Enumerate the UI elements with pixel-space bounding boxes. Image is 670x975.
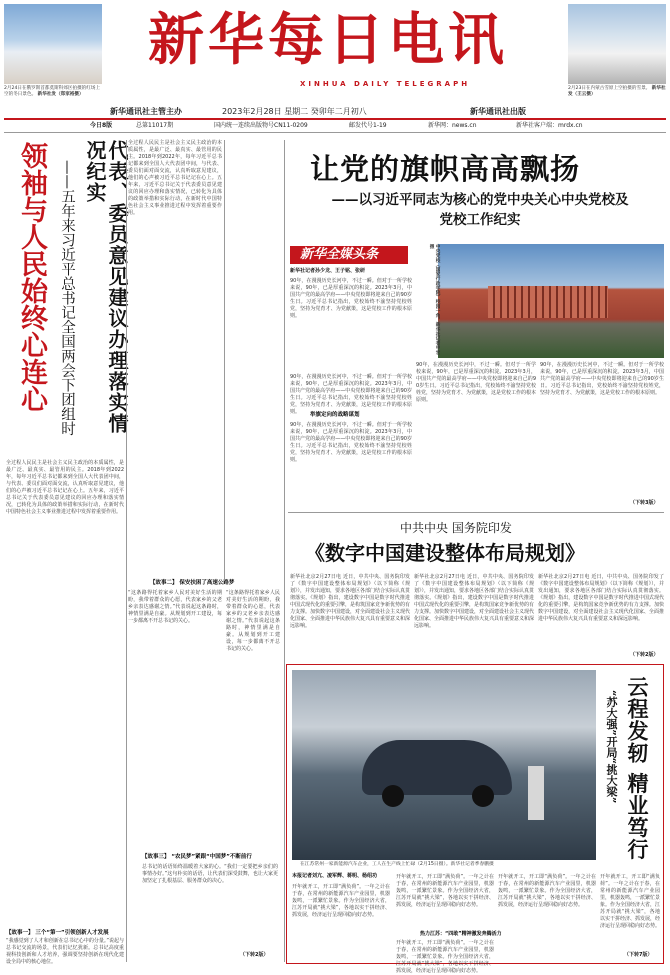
story2-photo-caption: 中央党校（国家行政学院）校园一角。新华社记者申宏摄: [429, 244, 440, 355]
story1-body-c: 总书记的话语始终温暖着大家的心。“我们一定要把乡亲们的事情办好。”这句朴实的话语，让代表们深受鼓舞，也让大家更加坚定了扎根基层、服务群众的决心。: [142, 864, 278, 884]
story1-section-a: 【故事一】 三个“第一”引领创新人才发展: [6, 930, 109, 936]
masthead-sponsor: 新华通讯社主管主办: [110, 107, 182, 116]
story3-body-col2: 新华社北京2月27日电 近日，中共中央、国务院印发了《数字中国建设整体布局规划》（以下简称《规划》），并发出通知，要求各地区各部门结合实际认真贯彻落实。《规划》指出，建设数字中国是数字时代推进中国式现代化的重要引擎，是构筑国家竞争新优势的有力支撑。加快数字中国建设，对全面建设社会主义现代化国家、全面推进中华民族伟大复兴具有重要意义和深远影响。: [414, 574, 535, 629]
story4-section: 热力江苏：“四敢”精神激发奔腾活力: [420, 931, 502, 937]
story1-section-c: 【故事三】 “农民梦”紧跟“中国梦”不断前行: [142, 854, 252, 860]
story4-headline: 云程发轫 精业笃行: [625, 676, 650, 861]
story2-subtitle: ——以习近平同志为核心的党中央关心中央党校及党校工作纪实: [331, 192, 629, 228]
masthead-english: XINHUA DAILY TELEGRAPH: [300, 80, 471, 88]
story2-section: 举旗定向的战略谋划: [310, 412, 360, 418]
story4-more: （下转7版）: [624, 952, 653, 958]
story1-headline: 领袖与人民始终心连心: [16, 142, 47, 412]
story4-photo-caption: 在江苏常州一家新能源汽车企业，工人在生产线上忙碌（2月15日摄）。新华社记者季春鹏摄: [300, 862, 494, 867]
story4-body-col3: 开年就开工，开工即“满负荷”。一年之计在于春，在常州的新能源汽车产业园里，机器轰鸣，一派繁忙景象。作为全国经济大省，江苏开局就“挑大梁”，各地以实干拼经济、抓发展，经济运行呈现回稳向好态势。: [498, 874, 596, 908]
story2-badge: 新华全媒头条: [290, 246, 408, 264]
story3-body-col1: 新华社北京2月27日电 近日，中共中央、国务院印发了《数字中国建设整体布局规划》（以下简称《规划》），并发出通知，要求各地区各部门结合实际认真贯彻落实。《规划》指出，建设数字中国是数字时代推进中国式现代化的重要引擎，是构筑国家竞争新优势的有力支撑。加快数字中国建设，对全面建设社会主义现代化国家、全面推进中华民族伟大复兴具有重要意义和深远影响。: [290, 574, 411, 629]
story4-body-col1: 开年就开工，开工即“满负荷”。一年之计在于春，在常州的新能源汽车产业园里，机器轰鸣，一派繁忙景象。作为全国经济大省，江苏开局就“挑大梁”，各地以实干拼经济、抓发展，经济运行呈现回稳向好态势。: [292, 884, 390, 918]
story3-more: （下转2版）: [630, 652, 659, 658]
story2-body-col1: 90年，在漫漫历史长河中，不过一瞬。但对于一所学校来说，90年，已是厚重深沉的积淀。2023年3月，中国共产党的最高学府——中央党校即将迎来自己的90岁生日。习近平总书记指出，党校始终不渝坚持党校姓党，坚持为党育才、为党献策，这是党校工作的根本原则。: [290, 278, 412, 319]
masthead-right-caption: 2月23日在内蒙古雪原上空拍摄的雪景。 新华社发（王云摄）: [568, 86, 666, 97]
masthead-date: 2023年2月28日 星期二 癸卯年二月初八: [222, 107, 367, 116]
story2-headline: 让党的旗帜高高飘扬: [310, 152, 581, 186]
masthead-logo: [148, 8, 518, 72]
story2-body-col1c: 90年，在漫漫历史长河中，不过一瞬。但对于一所学校来说，90年，已是厚重深沉的积淀。2023年3月，中国共产党的最高学府——中央党校即将迎来自己的90岁生日。习近平总书记指出，党校始终不渝坚持党校姓党，坚持为党育才、为党献策，这是党校工作的根本原则。: [290, 422, 412, 463]
story1-col2-top: 全过程人民民主是社会主义民主政治的本质属性，是最广泛、最真实、最管用的民主。2018年到2022年，每年习近平总书记都来到全国人大代表团中间，与代表、委员们面对面交流，认真听取意见建议，他们的心声被习近平总书记记在心上。五年来，习近平总书记关于代表委员意见建议的回应办理和落实情况，已转化为具体的政策举措和实际行动，在新时代中国特色社会主义事业推进过程中发挥着重要作用。: [128, 140, 222, 216]
story1-col3: “这条路得托着家乡人民对美好生活的期盼，我带着群众的心愿，代表家乡的父老乡亲表达感谢之情。”代表说起这条路时，神情里满是自豪。从规划到开工建设，每一步都离不开总书记的关心。: [226, 590, 280, 652]
masthead-left-photo: [4, 4, 102, 84]
masthead-right-photo: [568, 4, 666, 84]
story2-more: （下转3版）: [630, 500, 659, 506]
story3-kicker: 中共中央 国务院印发: [400, 521, 512, 535]
story2-body-col3: 90年，在漫漫历史长河中，不过一瞬。但对于一所学校来说，90年，已是厚重深沉的积淀。2023年3月，中国共产党的最高学府——中央党校即将迎来自己的90岁生日。习近平总书记指出，党校始终不渝坚持党校姓党，坚持为党育才、为党献策，这是党校工作的根本原则。: [540, 362, 664, 396]
story1-body: 全过程人民民主是社会主义民主政治的本质属性，是最广泛、最真实、最管用的民主。2018年到2022年，每年习近平总书记都来到全国人大代表团中间，与代表、委员们面对面交流，认真听取意见建议，他们的心声被习近平总书记记在心上。五年来，习近平总书记关于代表委员意见建议的回应办理和落实情况，已转化为具体的政策举措和实际行动，在新时代中国特色社会主义事业推进过程中发挥着重要作用。: [6, 460, 124, 515]
info-web: 新华网：news.cn: [428, 122, 477, 129]
story3-body-col3: 新华社北京2月27日电 近日，中共中央、国务院印发了《数字中国建设整体布局规划》（以下简称《规划》），并发出通知，要求各地区各部门结合实际认真贯彻落实。《规划》指出，建设数字中国是数字时代推进中国式现代化的重要引擎，是构筑国家竞争新优势的有力支撑。加快数字中国建设，对全面建设社会主义现代化国家、全面推进中华民族伟大复兴具有重要意义和深远影响。: [538, 574, 664, 622]
info-bar: [4, 121, 666, 131]
story1-body-b: “这条路得托着家乡人民对美好生活的期盼，我带着群众的心愿，代表家乡的父老乡亲表达感谢之情。”代表说起这条路时，神情里满是自豪。从规划到开工建设，每一步都离不开总书记的关心。: [128, 590, 222, 624]
story1-body-a: “我感觉到了人才和创新在总书记心中的分量。”说起与总书记交流的场景，代表们记忆犹新。总书记高度重视科技创新和人才培养，强调要坚持创新在现代化建设全局中的核心地位。: [6, 938, 124, 965]
story2-photo: [438, 244, 664, 358]
story4-body-col2b: 开年就开工，开工即“满负荷”。一年之计在于春，在常州的新能源汽车产业园里，机器轰鸣，一派繁忙景象。作为全国经济大省，江苏开局就“挑大梁”，各地以实干拼经济、抓发展，经济运行呈现回稳向好态势。: [396, 940, 494, 974]
info-cn: 国内统一连续出版物号CN11-0209: [214, 122, 308, 129]
story3-headline: 《数字中国建设整体布局规划》: [305, 541, 585, 565]
masthead-logo-text: 新华每日电讯: [148, 7, 508, 73]
story4-subtitle: “苏大强”开局“挑大梁”: [605, 690, 618, 804]
story4-byline: 本报记者刘亢、凌军辉、蒋明、杨绍功: [292, 873, 378, 879]
info-post: 邮发代号1-19: [349, 122, 387, 129]
story2-body-col2: 90年，在漫漫历史长河中，不过一瞬。但对于一所学校来说，90年，已是厚重深沉的积淀。2023年3月，中国共产党的最高学府——中央党校即将迎来自己的90岁生日。习近平总书记指出，党校始终不渝坚持党校姓党，坚持为党育才、为党献策，这是党校工作的根本原则。: [416, 362, 537, 403]
story4-body-col2: 开年就开工，开工即“满负荷”。一年之计在于春，在常州的新能源汽车产业园里，机器轰鸣，一派繁忙景象。作为全国经济大省，江苏开局就“挑大梁”，各地以实干拼经济、抓发展，经济运行呈现回稳向好态势。: [396, 874, 494, 908]
info-today: 今日8版: [90, 122, 113, 129]
story1-kicker: 代表、委员意见建议办理落实情况纪实: [83, 140, 129, 434]
story2-body-col1b: 90年，在漫漫历史长河中，不过一瞬。但对于一所学校来说，90年，已是厚重深沉的积淀。2023年3月，中国共产党的最高学府——中央党校即将迎来自己的90岁生日。习近平总书记指出，党校始终不渝坚持党校姓党，坚持为党育才、为党献策，这是党校工作的根本原则。: [290, 374, 412, 415]
masthead-left-caption: 2月24日在俄罗斯首都莫斯科郊区拍摄的红场上空的冬日景色。 新华社发（郑家裕摄）: [4, 86, 101, 97]
story4-body-col4: 开年就开工，开工即“满负荷”。一年之计在于春，在常州的新能源汽车产业园里，机器轰鸣，一派繁忙景象。作为全国经济大省，江苏开局就“挑大梁”，各地以实干拼经济、抓发展，经济运行呈现回稳向好态势。: [600, 874, 661, 929]
story4-photo: [292, 670, 596, 860]
masthead-publisher: 新华通讯社出版: [470, 107, 526, 116]
story1-more: （下转2版）: [240, 952, 269, 958]
story2-byline: 新华社记者孙少龙、王子铭、张研: [290, 268, 366, 274]
info-mobile: 新华社客户端：mrdx.cn: [516, 122, 583, 129]
info-issue: 总第11017期: [136, 122, 174, 129]
story1-subtitle: ——五年来习近平总书记全国两会下团组时: [59, 160, 75, 436]
story1-section-b: 【故事二】 保安扶困了高速公路梦: [150, 580, 235, 586]
